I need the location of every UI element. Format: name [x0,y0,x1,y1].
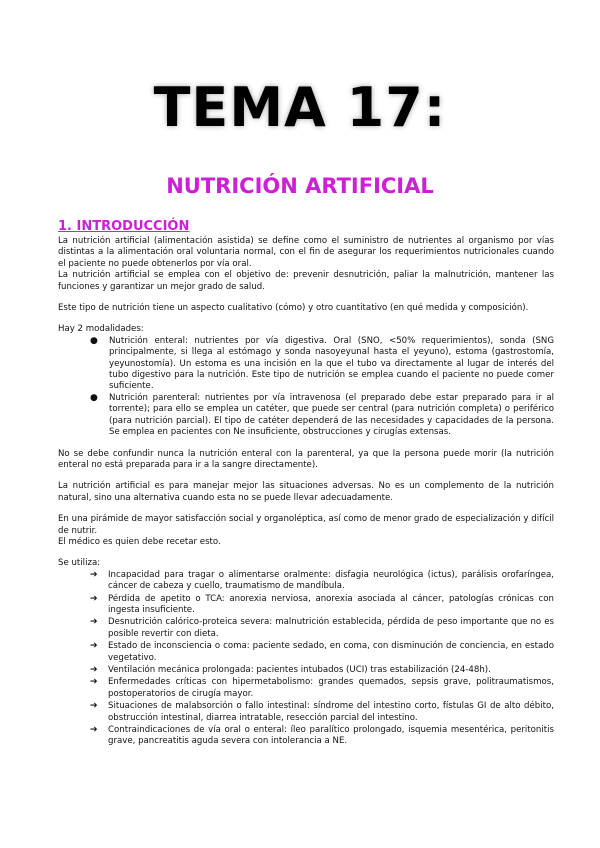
section-heading: 1. INTRODUCCIÓN [58,219,190,234]
arrow-icon: ➔ [90,593,98,604]
list-item [58,641,554,664]
list-item-text: Situaciones de malabsorción o fallo intestinal: síndrome del intestino corto, fístulas GI de alto débito, obstrucción intestinal, diarrea intratable, resección parcial del intestino. [108,701,554,723]
list-item-text: Pérdida de apetito o TCA: anorexia nerviosa, anorexia asociada al cáncer, patologías crónicas con ingesta insuficiente. [108,593,554,615]
bullet-icon: ● [90,335,98,346]
list-item-text: Ventilación mecánica prolongada: pacientes intubados (UCI) tras estabilización (24-48h). [108,665,491,675]
list-item [58,677,554,700]
usos-list [58,570,554,748]
paragraph: El médico es quien debe recetar esto. [58,536,221,547]
list-item-text: Enfermedades críticas con hipermetabolismo: grandes quemados, sepsis grave, politraumatismos, postoperatorios de cirugía mayor. [108,677,554,699]
list-item-text: Estado de inconsciencia o coma: paciente sedado, en coma, con disminución de conciencia, en estado vegetativo. [108,641,554,663]
page-subtitle: NUTRICIÓN ARTIFICIAL [166,174,434,198]
paragraph: La nutrición artificial (alimentación asistida) se define como el suministro de nutrientes al organismo por vías distintas a la alimentación oral voluntaria normal, con el fin de asegurar los requerimientos nutricionales cuando el paciente no puede obtenerlos por vía oral. [58,236,554,269]
list-item [58,725,554,748]
list-item [58,701,554,724]
list-item [58,594,554,617]
paragraph: Se utiliza: [58,558,101,569]
bullet-icon: ● [90,392,98,403]
paragraph: Este tipo de nutrición tiene un aspecto cualitativo (cómo) y otro cuantitativo (en qué medida y composición). [58,303,529,314]
paragraph: La nutrición artificial es para manejar mejor las situaciones adversas. No es un complemento de la nutrición natural, sino una alternativa cuando esta no se puede llevar adecuadamente. [58,481,554,503]
arrow-icon: ➔ [90,569,98,580]
list-item-text: Desnutrición calórico-proteica severa: malnutrición establecida, pérdida de peso importante que no es posible revertir con dieta. [108,617,554,639]
list-item-text: Incapacidad para tragar o alimentarse oralmente: disfagia neurológica (ictus), parálisis orofaríngea, cáncer de cabeza y cuello, traumatismo de mandíbula. [108,569,554,592]
arrow-icon: ➔ [90,677,98,688]
list-item-text: Nutrición parenteral: nutrientes por vía intravenosa (el preparado debe estar preparado para ir al torrente); para ello se emplea un catéter, que puede ser central (para nutrición completa) o periférico (para nutrición parcial). El tipo de catéter dependerá de las necesidades y capacidades de la persona. Se emplea en pacientes con Ne insuficiente, obstrucciones y cirugías extensas. [109,392,554,438]
arrow-icon: ➔ [90,617,98,628]
arrow-icon: ➔ [90,701,98,712]
list-item-text: Nutrición enteral: nutrientes por vía digestiva. Oral (SNO, <50% requerimientos), sonda (SNG principalmente, si llega al estómago y sonda nasoyeyunal hasta el yeyuno), estoma (gastrostomía, yeyunostomía). Un estoma es una incisión en la que el tubo va directamente al lugar de interés del tubo digestivo para la nutrición. Este tipo de nutrición se emplea cuando el paciente no puede comer suficiente. [109,335,554,392]
list-item [58,336,554,393]
paragraph: Hay 2 modalidades: [58,324,144,335]
page-title: TEMA 17: [153,76,447,139]
list-item [58,665,554,676]
document-body [58,219,554,749]
arrow-icon: ➔ [90,641,98,652]
list-item [58,617,554,640]
modalidades-list [58,336,554,439]
paragraph: No se debe confundir nunca la nutrición enteral con la parenteral, ya que la persona puede morir (la nutrición enteral no está preparada para ir a la sangre directamente). [58,448,554,470]
paragraph: En una pirámide de mayor satisfacción social y organoléptica, así como de menor grado de especialización y difícil de nutrir. [58,514,554,536]
paragraph: La nutrición artificial se emplea con el objetivo de: prevenir desnutrición, paliar la malnutrición, mantener las funciones y garantizar un mejor grado de salud. [58,270,554,292]
list-item [58,570,554,593]
list-item [58,393,554,439]
list-item-text: Contraindicaciones de vía oral o enteral: íleo paralítico prolongado, isquemia mesentérica, peritonitis grave, pancreatitis aguda severa con intolerancia a NE. [108,725,554,747]
arrow-icon: ➔ [90,665,98,675]
arrow-icon: ➔ [90,725,98,736]
